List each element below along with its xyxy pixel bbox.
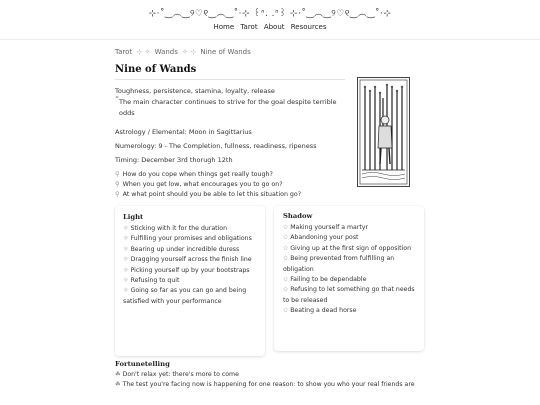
light-item-text: Fulfilling your promises and obligations (130, 235, 252, 243)
list-item (123, 234, 257, 244)
sparkle-bullet-icon: ⚲ (115, 191, 120, 198)
sun-bullet-icon: ☼ (123, 245, 129, 253)
sun-bullet-icon: ☼ (123, 266, 129, 274)
list-item (283, 254, 415, 275)
light-title: Light (123, 213, 144, 221)
star-bullet-icon: ✩ (283, 244, 289, 252)
sparkle-bullet-icon: ⚲ (115, 181, 120, 188)
fortune-item-text: Don't relax yet: there's more to come (122, 371, 239, 378)
list-item (115, 370, 435, 380)
list-item (123, 286, 257, 307)
star-bullet-icon: ✩ (283, 276, 289, 284)
light-item-text: Going so far as you can go and being satisfied with your performance (123, 287, 247, 305)
nav-home[interactable]: Home (213, 23, 235, 31)
light-item-text: Refusing to quit (130, 277, 180, 285)
star-bullet-icon: ✩ (283, 234, 289, 242)
clover-bullet-icon: ☘ (115, 381, 121, 388)
shadow-panel (274, 206, 424, 351)
nav-resources[interactable]: Resources (290, 23, 327, 31)
list-item (283, 275, 415, 285)
light-item-text: Sticking with it for the duration (130, 225, 227, 232)
shadow-item-text: Being prevented from fulfilling an obligation (283, 255, 395, 273)
list-item (283, 306, 415, 316)
list-item (283, 233, 415, 243)
breadcrumb-separator: ⊹ ✧ (136, 48, 151, 56)
card-astrology: Astrology / Elemental: Moon in Sagittarius (115, 128, 252, 136)
list-item (115, 380, 435, 390)
card-numerology: Numerology: 9 - The Completion, fullness, readiness, ripeness (115, 142, 317, 150)
nav-about[interactable]: About (263, 23, 285, 31)
shadow-item-text: Beating a dead horse (290, 307, 357, 315)
breadcrumb-tarot[interactable]: Tarot (115, 48, 133, 56)
site-header (0, 0, 540, 40)
light-item-text: Dragging yourself across the finish line (130, 256, 252, 264)
fortunetelling-section (115, 360, 435, 390)
breadcrumb-wands[interactable]: Wands (154, 48, 178, 56)
page-title: Nine of Wands (115, 64, 345, 80)
list-item (123, 224, 257, 234)
sun-bullet-icon: ☼ (123, 256, 129, 264)
list-item (115, 190, 425, 200)
breadcrumb-separator: ✧ ⊹ (182, 48, 197, 56)
shadow-title: Shadow (283, 212, 313, 220)
shadow-item-text: Refusing to let something go that needs to be released (283, 286, 415, 304)
shadow-item-text: Failing to be dependable (290, 276, 367, 284)
site-title[interactable]: ⊹·˚‿︵‿୨♡୧‿︵‿˚·⊹ ꒰ᐢ. .ᐢ꒱ ⊹·˚‿︵‿୨♡୧‿︵‿˚·⊹ (148, 9, 392, 19)
list-item (123, 255, 257, 265)
question-text: How do you cope when things get really tough? (122, 171, 273, 178)
sun-bullet-icon: ☼ (123, 235, 129, 243)
clover-bullet-icon: ☘ (115, 371, 121, 378)
sun-bullet-icon: ☼ (123, 277, 129, 285)
star-bullet-icon: ✩ (283, 255, 289, 263)
sun-bullet-icon: ☼ (123, 287, 129, 295)
light-item-text: Picking yourself up by your bootstraps (130, 266, 250, 274)
sun-bullet-icon: ☼ (123, 225, 129, 232)
nav-tarot[interactable]: Tarot (240, 23, 258, 31)
breadcrumb-current: Nine of Wands (200, 48, 251, 56)
card-quote-text: The main character continues to strive for the goal despite terrible odds (119, 98, 337, 117)
shadow-item-text: Giving up at the first sign of opposition (290, 244, 411, 252)
card-keywords: Toughness, persistence, stamina, loyalty, release (115, 87, 275, 95)
light-panel (115, 206, 265, 356)
star-bullet-icon: ✩ (283, 224, 289, 231)
list-item (123, 276, 257, 286)
nine-of-wands-illustration (358, 78, 409, 186)
sparkle-bullet-icon: ⚲ (115, 171, 120, 178)
list-item (283, 285, 415, 306)
star-bullet-icon: ✩ (283, 307, 289, 315)
list-item (123, 266, 257, 276)
shadow-item-text: Abandoning your post (290, 234, 359, 242)
tarot-card-image (357, 77, 410, 187)
card-timing: Timing: December 3rd thorugh 12th (115, 156, 233, 164)
breadcrumb (115, 48, 425, 56)
quote-mark-icon: “ (115, 95, 120, 104)
fortune-title: Fortunetelling (115, 360, 170, 368)
star-bullet-icon: ✩ (283, 286, 289, 294)
fortune-item-text: The test you're facing now is happening for one reason: to show you who your real friends are (122, 381, 415, 388)
light-item-text: Bearing up under incredible duress (130, 245, 240, 253)
list-item (283, 223, 415, 233)
list-item (123, 245, 257, 255)
question-text: When you get low, what encourages you to go on? (122, 181, 283, 188)
question-text: At what point should you be able to let this situation go? (122, 191, 302, 198)
card-quote (115, 97, 345, 119)
list-item (283, 244, 415, 254)
main-nav (0, 23, 540, 31)
shadow-item-text: Making yourself a martyr (290, 224, 368, 231)
